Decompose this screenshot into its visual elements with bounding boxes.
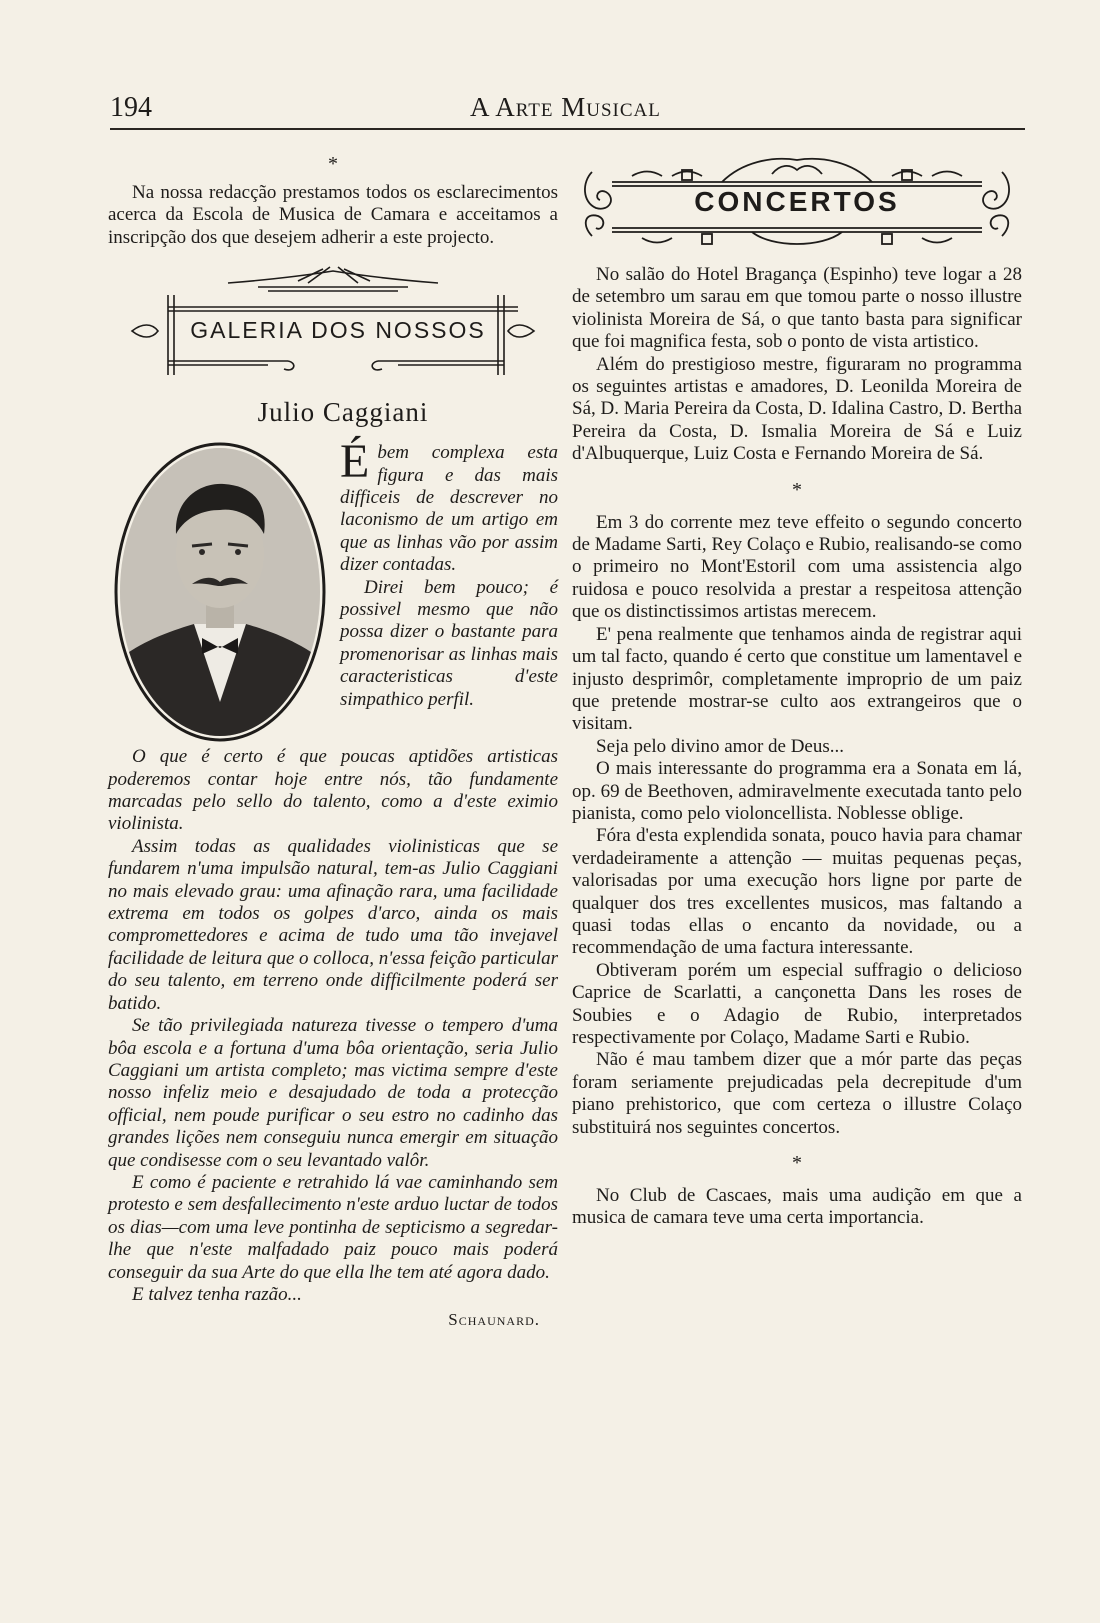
concert-paragraph-8: Obtiveram porém um especial suffragio o delicioso Caprice de Scarlatti, a cançonetta Dans les roses de Soubies e o Adagio de Rubio, interpretados respectivamente por Colaço, Madame Sarti e Rubio. xyxy=(572,959,1022,1048)
intro-paragraph-2: Direi bem pouco; é possivel mesmo que não possa dizer o bastante para promenorisar as linhas mais caracteristicas d'este simpathico perfil. xyxy=(340,576,558,710)
concert-paragraph-3: Em 3 do corrente mez teve effeito o segundo concerto de Madame Sarti, Rey Colaço e Rubio, realisando-se como o primeiro no Mont'Estoril com uma assistencia algo ruidosa e pouco resolvida a prestar a respeitosa attenção que os distinctissimos artistas merecem. xyxy=(572,511,1022,623)
section-asterisk: * xyxy=(328,153,338,175)
section-asterisk: * xyxy=(792,1152,802,1175)
intro-paragraph-1 xyxy=(340,435,558,576)
dropcap: É xyxy=(340,435,370,489)
concert-paragraph-1: No salão do Hotel Bragança (Espinho) teve logar a 28 de setembro um sarau em que tomou parte o nosso illustre violinista Moreira de Sá, o que tanto basta para significar que foi magnifica festa, sob o ponto de vista artistico. xyxy=(572,264,1022,353)
article-paragraph-5: E talvez tenha razão... xyxy=(132,1283,302,1305)
section-asterisk: * xyxy=(792,478,802,501)
article-paragraph-3: Se tão privilegiada natureza tivesse o tempero d'uma bôa escola e a fortuna d'uma bôa orientação, seria Julio Caggiani um artista completo; mas victima sempre d'este nosso infeliz meio e desajudado de toda a protecção official, nem poude purificar o seu estro no cadinho das grandes lições nem conseguiu nunca emergir em situação que condisesse com o seu levantado valôr. xyxy=(108,1015,558,1171)
portrait-photo xyxy=(114,442,326,742)
portrait-name: Julio Caggiani xyxy=(257,397,429,428)
concert-paragraph-9: Não é mau tambem dizer que a mór parte das peças foram seriamente prejudicadas pela decrepitude d'um piano prehistorico, que com certeza o illustre Colaço substituirá nos seguintes concertos. xyxy=(572,1049,1022,1138)
concert-paragraph-10: No Club de Cascaes, mais uma audição em que a musica de camara teve uma certa importancia. xyxy=(572,1185,1022,1229)
header-rule xyxy=(110,128,1025,130)
article-paragraph-2: Assim todas as qualidades violinisticas que se fundarem n'uma impulsão natural, tem-as Julio Caggiani no mais elevado grau: uma afinação rara, uma facilidade extrema em todos os golpes d'arco, ainda os mais compromettedores e acima de tudo uma tão invejavel facilidade de leitura que o colloca, n'essa feição particular do seu talento, em terreno onde difficilmente poderá ser batido. xyxy=(108,835,558,1014)
running-head xyxy=(110,88,1025,128)
article-paragraph-1: O que é certo é que poucas aptidões artisticas poderemos contar hoje entre nós, tão fundamente marcadas pelo sello do talento, como a d'este eximio violinista. xyxy=(108,746,558,835)
journal-title: A Arte Musical xyxy=(470,92,661,122)
intro-text xyxy=(340,435,558,711)
page-number: 194 xyxy=(110,92,152,123)
portrait-section xyxy=(108,435,558,742)
concert-paragraph-2: Além do prestigioso mestre, figuraram no programma os seguintes artistas e amadores, D. Leonilda Moreira de Sá, D. Maria Pereira da Costa, D. Idalina Castro, D. Bertha Pereira da Costa, D. Ismalia Moreira de Sá e Luiz d'Albuquerque, Luiz Costa e Fernando Moreira de Sá. xyxy=(572,353,1022,465)
concert-paragraph-7: Fóra d'esta explendida sonata, pouco havia para chamar verdadeiramente a attenção — muitas pequenas peças, valorisadas por uma execução hors ligne por parte de qualquer dos tres excellentes musicos, mas faltando a quasi todas ellas o encanto da novidade, ou a recommendação de uma factura interessante. xyxy=(572,825,1022,959)
redaccao-paragraph: Na nossa redacção prestamos todos os esclarecimentos acerca da Escola de Musica de Camara e acceitamos a inscripção dos que desejem adherir a este projecto. xyxy=(108,182,558,248)
article-paragraph-4: E como é paciente e retrahido lá vae caminhando sem protesto e sem desfallecimento n'este arduo luctar de todos os dias—com uma leve pontinha de septicismo a segredar-lhe que n'este malfadado paiz pouco mais poderá conseguir da sua Arte do que ella lhe tem até agora dado. xyxy=(108,1171,558,1283)
galeria-ornament xyxy=(108,265,558,385)
concert-paragraph-4: E' pena realmente que tenhamos ainda de registrar aqui um tal facto, quando é certo que constitue um lamentavel e injusto desprimôr, completamente improprio de um paiz que pretende mostrar-se culto aos extrangeiros que o visitam. xyxy=(572,623,1022,735)
concert-paragraph-5: Seja pelo divino amor de Deus... xyxy=(596,735,845,757)
concertos-title: CONCERTOS xyxy=(694,186,900,217)
concert-paragraph-6: O mais interessante do programma era a Sonata em lá, op. 69 de Beethoven, admiravelmente executada tanto pelo pianista, como pelo violoncellista. Noblesse oblige. xyxy=(572,758,1022,824)
concertos-ornament xyxy=(572,152,1022,256)
left-column xyxy=(108,152,558,1330)
right-column xyxy=(572,152,1022,1230)
intro-text-1: bem complexa esta figura e das mais difficeis de descrever no laconismo de um artigo em que as linhas vão por assim dizer contadas. xyxy=(340,442,558,576)
galeria-title: GALERIA DOS NOSSOS xyxy=(190,317,486,344)
signature: Schaunard. xyxy=(448,1310,540,1330)
